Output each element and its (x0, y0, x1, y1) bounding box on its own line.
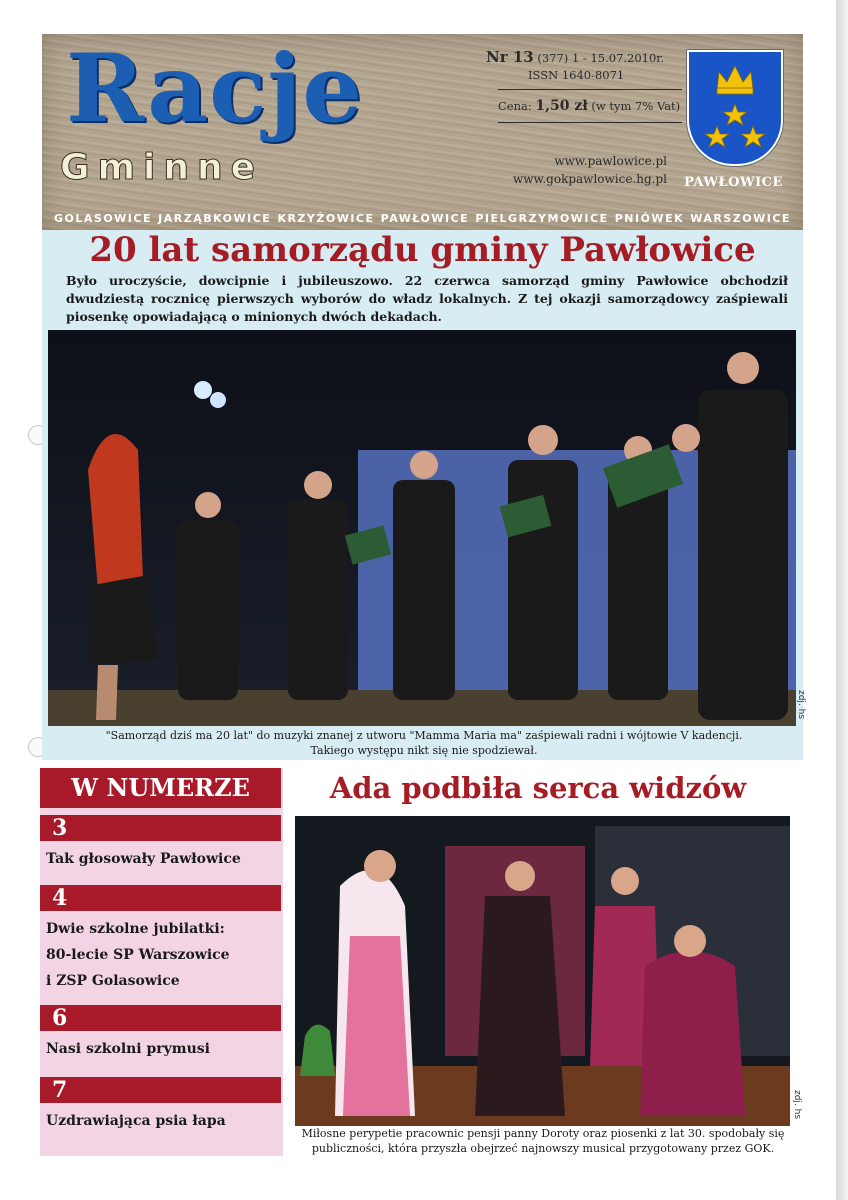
photo-credit: zdj. hs (792, 1090, 802, 1120)
contents-item-title: i ZSP Golasowice (46, 973, 180, 989)
contents-item-title: Tak głosowały Pawłowice (46, 851, 241, 867)
village-name: GOLASOWICE (54, 211, 152, 225)
price-value: 1,50 zł (535, 98, 588, 114)
page-edge (836, 0, 848, 1200)
issue-number: Nr 13 (486, 48, 534, 66)
contents-item-title: Uzdrawiająca psia łapa (46, 1113, 226, 1129)
contents-item-title: Dwie szkolne jubilatki: (46, 921, 225, 937)
masthead-title: Racje (66, 34, 364, 144)
contents-item[interactable] (46, 1108, 278, 1134)
contents-item[interactable] (46, 1036, 278, 1062)
photo-credit: zdj. hs (796, 690, 806, 720)
issue-details: (377) 1 - 15.07.2010r. (537, 51, 665, 65)
caption-line: publiczności, która przyszła obejrzeć najnowszy musical przygotowany przez GOK. (311, 1142, 775, 1155)
divider (498, 89, 682, 90)
village-name: KRZYŻOWICE (277, 211, 375, 225)
lead-paragraph: Było uroczyście, dowcipnie i jubileuszowo. 22 czerwca samorząd gminy Pawłowice obchodził dwudziestą rocznicę pierwszych wyborów do władz lokalnych. Z tej okazji samorządowcy zaśpiewali piosenkę opowiadającą o minionych dwóch dekadach. (66, 273, 788, 324)
price (498, 96, 682, 116)
issue-info (486, 48, 682, 129)
second-headline: Ada podbiła serca widzów (329, 771, 747, 805)
websites (497, 152, 667, 188)
contents-page-number: 4 (40, 885, 281, 911)
contents-item[interactable] (46, 916, 278, 994)
website-link[interactable]: www.gokpawlowice.hg.pl (512, 172, 667, 186)
crest-caption: PAWŁOWICE (684, 175, 783, 190)
stage-choir-photo (48, 330, 796, 726)
village-name: JARZĄBKOWICE (158, 211, 272, 225)
contents-item-title: Nasi szkolni prymusi (46, 1041, 210, 1057)
village-name: PIELGRZYMOWICE (475, 211, 609, 225)
contents-page-number: 7 (40, 1077, 281, 1103)
price-label: Cena: (498, 99, 532, 113)
village-name: WARSZOWICE (690, 211, 791, 225)
issn: ISSN 1640-8071 (528, 68, 625, 82)
villages-bar (42, 208, 803, 228)
contents-item-title: 80-lecie SP Warszowice (46, 947, 230, 963)
caption-line: Takiego występu nikt się nie spodziewał. (310, 744, 538, 757)
website-link[interactable]: www.pawlowice.pl (554, 154, 667, 168)
second-photo-caption (300, 1126, 786, 1156)
lead-photo-caption (100, 728, 748, 758)
masthead-subtitle: Gminne (60, 147, 264, 188)
musical-photo (295, 816, 790, 1126)
contents-header: W NUMERZE (40, 768, 281, 808)
village-name: PAWŁOWICE (380, 211, 470, 225)
divider (498, 122, 682, 123)
contents-page-number: 3 (40, 815, 281, 841)
caption-line: "Samorząd dziś ma 20 lat" do muzyki znanej z utworu "Mamma Maria ma" zaśpiewali radni i wójtowie V kadencji. (105, 729, 743, 742)
contents-page-number: 6 (40, 1005, 281, 1031)
coat-of-arms-icon (687, 50, 783, 166)
village-name: PNIÓWEK (614, 211, 685, 225)
price-note: (w tym 7% Vat) (591, 99, 681, 113)
contents-item[interactable] (46, 846, 278, 872)
caption-line: Miłosne perypetie pracownic pensji panny Doroty oraz piosenki z lat 30. spodobały się (301, 1127, 785, 1140)
lead-headline: 20 lat samorządu gminy Pawłowice (89, 230, 756, 270)
